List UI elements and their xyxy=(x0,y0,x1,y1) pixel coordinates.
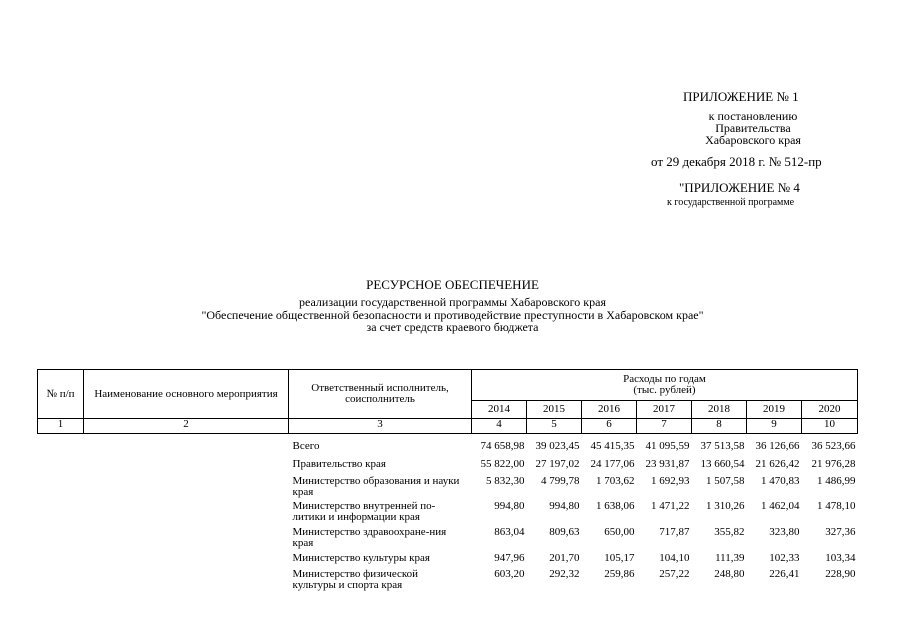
row-value: 603,20 xyxy=(494,568,525,580)
table-row xyxy=(38,525,858,551)
row-value: 248,80 xyxy=(714,568,745,580)
column-number: 2 xyxy=(84,419,289,434)
column-number: 6 xyxy=(582,419,637,434)
appendix4-to-program: к государственной программе xyxy=(667,197,795,208)
header-col-executor: Ответственный исполнитель, соисполнитель xyxy=(289,370,472,419)
year-header: 2015 xyxy=(527,400,582,418)
row-value: 21 626,42 xyxy=(755,458,800,470)
row-executor-name: Министерство внутренней по-литики и информации края xyxy=(292,500,436,523)
row-executor-name: Министерство здравоохране-ния края xyxy=(292,526,447,549)
row-value: 994,80 xyxy=(494,500,525,512)
table-row xyxy=(38,499,858,525)
appendix4-title: "ПРИЛОЖЕНИЕ № 4 xyxy=(679,180,800,195)
row-value: 74 658,98 xyxy=(480,440,525,452)
row-value: 5 832,30 xyxy=(486,475,525,487)
row-value: 809,63 xyxy=(549,526,580,538)
year-header: 2018 xyxy=(692,400,747,418)
row-value: 323,80 xyxy=(769,526,800,538)
row-value: 1 692,93 xyxy=(651,475,690,487)
row-executor-name: Всего xyxy=(292,440,320,452)
table-row xyxy=(38,474,858,499)
row-value: 4 799,78 xyxy=(541,475,580,487)
row-value: 41 095,59 xyxy=(645,440,690,452)
row-value: 947,96 xyxy=(494,552,525,564)
row-value: 355,82 xyxy=(714,526,745,538)
resource-table xyxy=(37,369,858,593)
row-value: 1 462,04 xyxy=(761,500,800,512)
row-value: 717,87 xyxy=(659,526,690,538)
row-value: 863,04 xyxy=(494,526,525,538)
appendix-government: Правительства xyxy=(715,121,791,135)
row-value: 36 126,66 xyxy=(755,440,800,452)
row-value: 1 638,06 xyxy=(596,500,635,512)
year-header: 2017 xyxy=(637,400,692,418)
row-value: 257,22 xyxy=(659,568,690,580)
row-value: 45 415,35 xyxy=(590,440,635,452)
column-number: 3 xyxy=(289,419,472,434)
row-value: 1 310,26 xyxy=(706,500,745,512)
row-value: 1 507,58 xyxy=(706,475,745,487)
row-value: 1 471,22 xyxy=(651,500,690,512)
row-value: 102,33 xyxy=(769,552,800,564)
year-header: 2014 xyxy=(472,400,527,418)
column-number: 10 xyxy=(802,419,858,434)
year-header: 2019 xyxy=(747,400,802,418)
row-value: 36 523,66 xyxy=(811,440,856,452)
table-row xyxy=(38,567,858,593)
table-row xyxy=(38,439,858,457)
header-col-expenses xyxy=(472,370,858,401)
row-value: 111,39 xyxy=(715,552,745,564)
row-value: 105,17 xyxy=(604,552,635,564)
subtitle-line-2: "Обеспечение общественной безопасности и противодействие преступности в Хабаровском крае" xyxy=(201,308,704,322)
header-col-no: № п/п xyxy=(38,370,84,419)
row-value: 37 513,58 xyxy=(700,440,745,452)
column-number: 9 xyxy=(747,419,802,434)
row-executor-name: Министерство физической культуры и спорта края xyxy=(292,568,419,591)
row-value: 39 023,45 xyxy=(535,440,580,452)
header-expenses-line1: Расходы по годам xyxy=(623,372,706,385)
column-number: 7 xyxy=(637,419,692,434)
column-number: 1 xyxy=(38,419,84,434)
row-executor-name: Правительство края xyxy=(292,458,386,470)
row-executor-name: Министерство культуры края xyxy=(292,552,430,564)
column-number: 4 xyxy=(472,419,527,434)
table-row xyxy=(38,551,858,567)
subtitle-line-1: реализации государственной программы Хабаровского края xyxy=(299,295,606,309)
row-value: 23 931,87 xyxy=(645,458,690,470)
row-value: 201,70 xyxy=(549,552,580,564)
row-value: 13 660,54 xyxy=(700,458,745,470)
row-executor-name: Министерство образования и науки края xyxy=(292,475,460,498)
row-value: 994,80 xyxy=(549,500,580,512)
year-header: 2020 xyxy=(802,400,858,418)
row-value: 327,36 xyxy=(825,526,856,538)
header-col-activity: Наименование основного мероприятия xyxy=(84,370,289,419)
row-value: 104,10 xyxy=(659,552,690,564)
column-number: 5 xyxy=(527,419,582,434)
row-value: 1 703,62 xyxy=(596,475,635,487)
row-value: 21 976,28 xyxy=(811,458,856,470)
row-value: 55 822,00 xyxy=(480,458,525,470)
subtitle-line-3: за счет средств краевого бюджета xyxy=(366,320,539,334)
year-header: 2016 xyxy=(582,400,637,418)
row-value: 259,86 xyxy=(604,568,635,580)
row-value: 1 470,83 xyxy=(761,475,800,487)
table-row xyxy=(38,457,858,474)
row-value: 226,41 xyxy=(769,568,800,580)
row-value: 27 197,02 xyxy=(535,458,580,470)
row-value: 292,32 xyxy=(549,568,580,580)
row-value: 103,34 xyxy=(825,552,856,564)
row-value: 228,90 xyxy=(825,568,856,580)
row-value: 1 486,99 xyxy=(817,475,856,487)
appendix-to-resolution: к постановлению xyxy=(708,109,798,123)
row-value: 24 177,06 xyxy=(590,458,635,470)
document-title: РЕСУРСНОЕ ОБЕСПЕЧЕНИЕ xyxy=(366,277,539,292)
appendix-region: Хабаровского края xyxy=(705,133,801,147)
header-expenses-line2: (тыс. рублей) xyxy=(633,383,696,396)
row-value: 650,00 xyxy=(604,526,635,538)
column-number: 8 xyxy=(692,419,747,434)
appendix-title: ПРИЛОЖЕНИЕ № 1 xyxy=(683,89,799,104)
appendix-date-number: от 29 декабря 2018 г. № 512-пр xyxy=(651,154,822,169)
row-value: 1 478,10 xyxy=(817,500,856,512)
